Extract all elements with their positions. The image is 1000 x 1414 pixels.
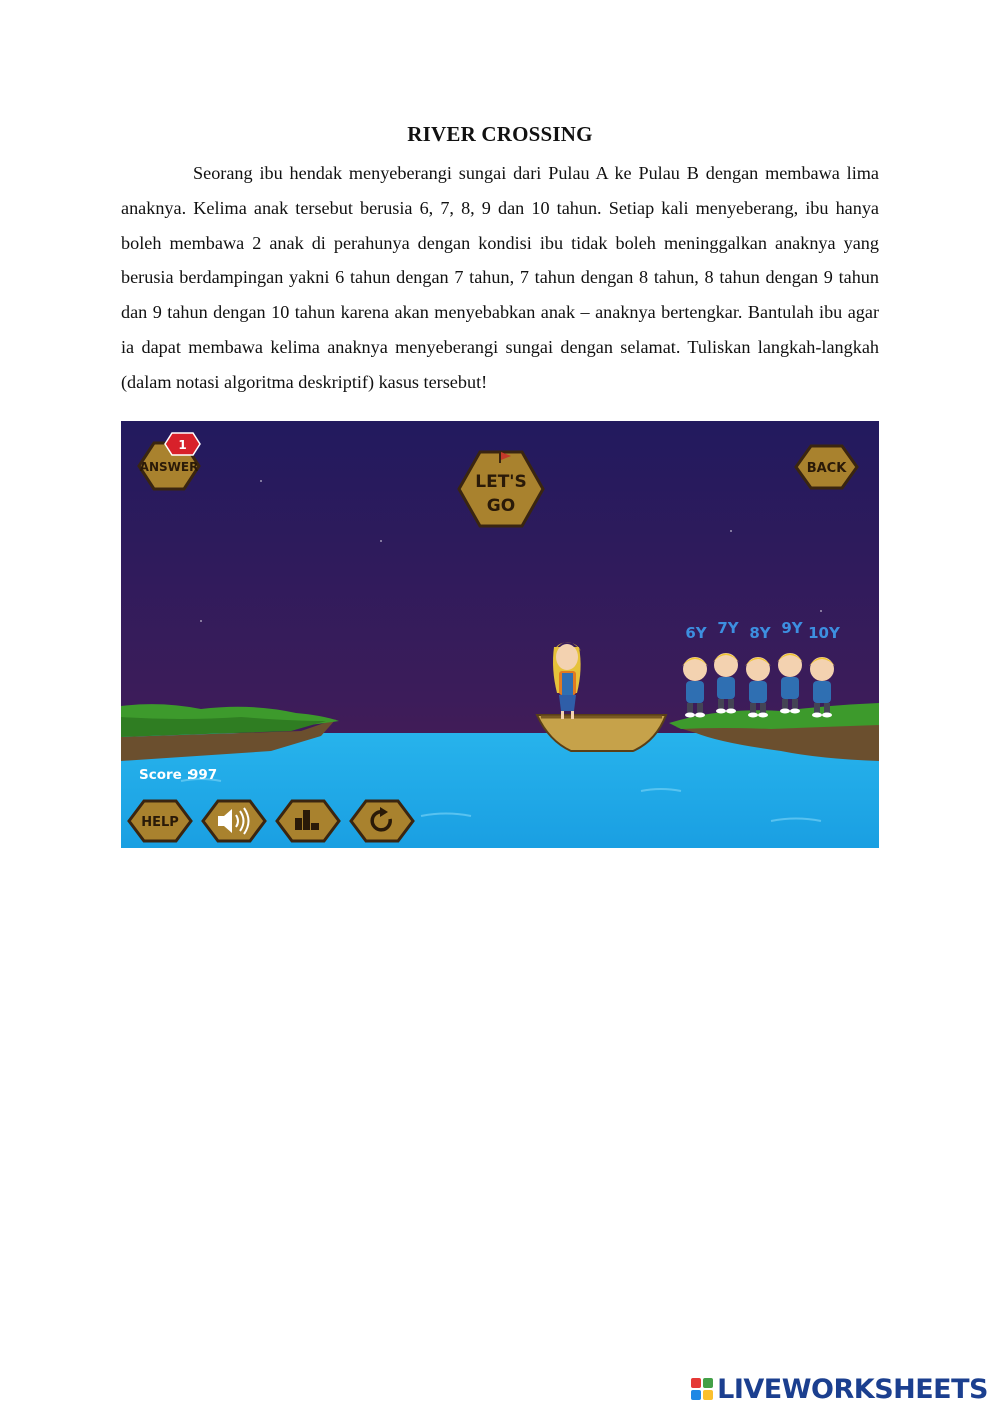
age-label-10y: 10Y xyxy=(808,624,840,642)
answer-badge xyxy=(165,433,200,455)
brand-name: LIVEWORKSHEETS xyxy=(717,1373,988,1405)
age-label-9y: 9Y xyxy=(781,619,803,637)
liveworksheets-logo xyxy=(691,1372,988,1406)
age-label-8y: 8Y xyxy=(749,624,771,642)
document-title: RIVER CROSSING xyxy=(407,122,593,146)
leaderboard-button[interactable] xyxy=(277,801,339,841)
score-label: Score : xyxy=(139,767,192,783)
problem-paragraph: Seorang ibu hendak menyeberangi sungai dari Pulau A ke Pulau B dengan membawa lima anaknya. Kelima anak tersebut berusia 6, 7, 8, 9 dan 10 tahun. Setiap kali menyeberang, ibu hanya boleh membawa 2 anak di perahunya dengan kondisi ibu tidak boleh meninggalkan anaknya yang berusia berdampingan yakni 6 tahun dengan 7 tahun, 7 tahun dengan 8 tahun, 8 tahun dengan 9 tahun dan 9 tahun dengan 10 tahun karena akan menyebabkan anak – anaknya bertengkar. Bantulah ibu agar ia dapat membawa kelima anaknya menyeberangi sungai dengan selamat. Tuliskan langkah-langkah (dalam notasi algoritma deskriptif) kasus tersebut! xyxy=(121,163,879,392)
restart-button[interactable] xyxy=(351,801,413,841)
score-value: 997 xyxy=(189,767,218,783)
answer-button-label: ANSWER xyxy=(139,460,199,474)
back-button[interactable] xyxy=(796,446,857,488)
lets-go-line2: GO xyxy=(486,496,516,516)
help-button-label: HELP xyxy=(141,815,179,830)
lets-go-line1: LET'S xyxy=(475,472,527,492)
age-label-6y: 6Y xyxy=(685,624,707,642)
age-label-7y: 7Y xyxy=(717,619,739,637)
back-button-label: BACK xyxy=(806,461,847,476)
help-button[interactable] xyxy=(129,801,191,841)
sound-button[interactable] xyxy=(203,801,265,841)
game-screenshot xyxy=(121,421,879,848)
logo-icon xyxy=(691,1378,713,1400)
answer-badge-count: 1 xyxy=(178,438,187,452)
